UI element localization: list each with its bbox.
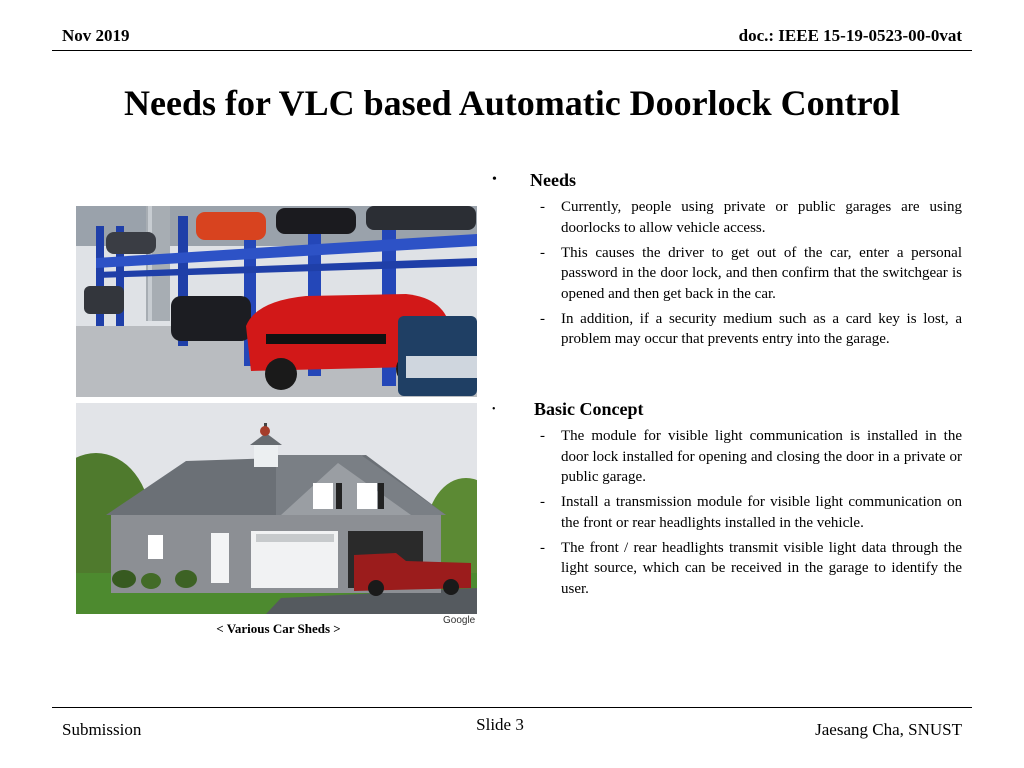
- header-doc-id: doc.: IEEE 15-19-0523-00-0vat: [738, 26, 962, 45]
- needs-item-2: This causes the driver to get out of the car, enter a personal password in the door lock, and then confirm that the switchgear is opened and then get back in the car.: [561, 244, 962, 302]
- list-dash: -: [540, 539, 545, 556]
- list-item: [540, 243, 962, 305]
- list-dash: -: [540, 244, 545, 261]
- concept-item-1: The module for visible light communication is installed in the door lock installed for opening and closing the door in a private or public garage.: [561, 428, 962, 485]
- list-dash: -: [540, 494, 545, 510]
- header-divider: [52, 50, 972, 51]
- needs-heading: Needs: [530, 170, 576, 190]
- slide-number: Slide 3: [476, 715, 524, 734]
- list-item: [540, 538, 962, 600]
- image-credit: Google: [443, 615, 476, 626]
- list-item: [540, 197, 962, 238]
- list-item: [540, 492, 962, 533]
- needs-list: [540, 197, 962, 354]
- parking-garage-photo: [76, 206, 477, 397]
- concept-bullet: •: [492, 404, 496, 415]
- needs-bullet: •: [492, 172, 497, 187]
- needs-item-3: In addition, if a security medium such as a card key is lost, a problem may occur that prevents entry into the garage.: [561, 310, 962, 347]
- list-dash: -: [540, 199, 545, 215]
- list-dash: -: [540, 310, 545, 327]
- list-item: [540, 426, 962, 488]
- list-item: [540, 309, 962, 350]
- concept-heading: Basic Concept: [534, 399, 644, 419]
- concept-item-3: The front / rear headlights transmit visible light data through the light source, which can be received in the garage to identify the user.: [561, 539, 962, 597]
- needs-item-1: Currently, people using private or public garages are using doorlocks to allow vehicle access.: [561, 199, 962, 236]
- footer-author: Jaesang Cha, SNUST: [815, 720, 962, 739]
- list-dash: -: [540, 428, 545, 444]
- car-shed-photo: [76, 403, 477, 614]
- image-caption: < Various Car Sheds >: [216, 621, 341, 636]
- footer-submission: Submission: [62, 720, 142, 739]
- footer-divider: [52, 707, 972, 708]
- concept-item-2: Install a transmission module for visible light communication on the front or rear headlights installed in the vehicle.: [561, 494, 962, 531]
- slide-title: Needs for VLC based Automatic Doorlock Control: [124, 83, 900, 123]
- header-date: Nov 2019: [62, 26, 130, 45]
- concept-list: [540, 426, 962, 604]
